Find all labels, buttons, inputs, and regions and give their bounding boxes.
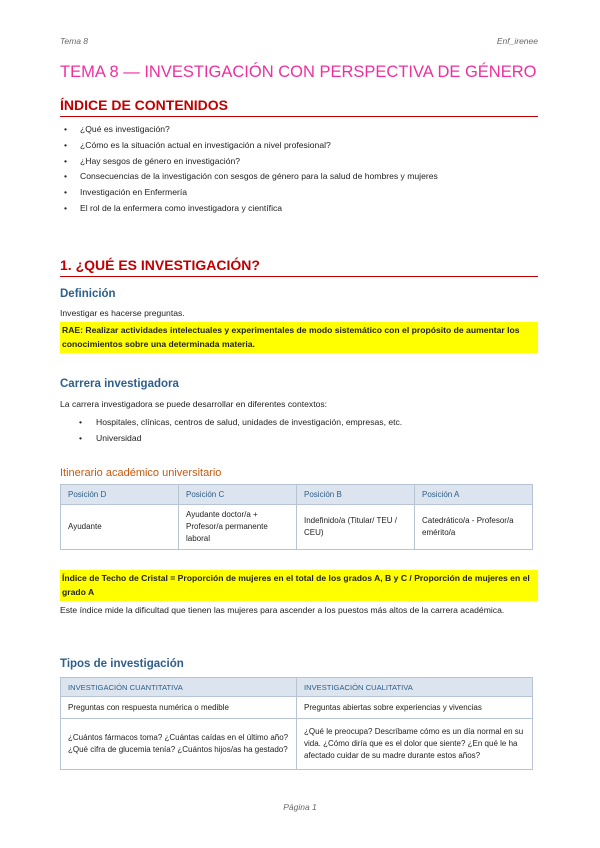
tipos-heading: Tipos de investigación <box>60 658 184 670</box>
table-header-row <box>61 678 533 697</box>
index-list <box>60 122 438 217</box>
page-header-topic: Tema 8 <box>60 36 89 46</box>
column-header: Posición C <box>179 485 297 505</box>
rae-highlight: RAE: Realizar actividades intelectuales y experimentales de modo sistemático con el propósito de aumentar los conocimientos sobre una determinada materia. <box>60 322 538 353</box>
table-cell: Indefinido/a (Titular/ TEU / CEU) <box>297 505 415 550</box>
table-header-row <box>61 485 533 505</box>
definicion-heading: Definición <box>60 288 116 300</box>
page-header-author: Enf_irenee <box>496 36 538 46</box>
column-header: Posición D <box>61 485 179 505</box>
list-item: • Consecuencias de la investigación con sesgos de género para la salud de hombres y mujeres <box>80 169 438 185</box>
list-item: • Universidad <box>96 430 402 446</box>
table-row <box>61 697 533 719</box>
table-cell: Preguntas abiertas sobre experiencias y vivencias <box>297 697 533 719</box>
table-cell: ¿Cuántos fármacos toma? ¿Cuántas caídas en el último año? ¿Qué cifra de glucemia tenía? ¿Cuántos hijos/as ha gestado? <box>61 719 297 770</box>
list-item: • ¿Cómo es la situación actual en investigación a nivel profesional? <box>80 138 438 154</box>
list-item: • El rol de la enfermera como investigadora y científica <box>80 201 438 217</box>
column-header: Posición A <box>415 485 533 505</box>
column-header: Posición B <box>297 485 415 505</box>
list-item: • ¿Hay sesgos de género en investigación? <box>80 154 438 170</box>
definicion-text: Investigar es hacerse preguntas. <box>60 308 185 318</box>
page-number: Página 1 <box>283 802 317 812</box>
list-item: • ¿Qué es investigación? <box>80 122 438 138</box>
tipos-table <box>60 677 533 770</box>
table-row <box>61 719 533 770</box>
techo-cristal-highlight: Índice de Techo de Cristal = Proporción de mujeres en el total de los grados A, B y C / Proporción de mujeres en el grado A <box>60 570 538 601</box>
index-heading: ÍNDICE DE CONTENIDOS <box>60 97 538 117</box>
list-item: • Hospitales, clínicas, centros de salud, unidades de investigación, empresas, etc. <box>96 414 402 430</box>
table-cell: Catedrático/a - Profesor/a emérito/a <box>415 505 533 550</box>
column-header: INVESTIGACIÓN CUALITATIVA <box>297 678 533 697</box>
table-cell: Preguntas con respuesta numérica o medible <box>61 697 297 719</box>
carrera-text: La carrera investigadora se puede desarrollar en diferentes contextos: <box>60 399 328 409</box>
document-title: TEMA 8 — INVESTIGACIÓN CON PERSPECTIVA DE GÉNERO <box>60 63 537 81</box>
table-cell: Ayudante doctor/a + Profesor/a permanente laboral <box>179 505 297 550</box>
table-row <box>61 505 533 550</box>
table-cell: Ayudante <box>61 505 179 550</box>
table-cell: ¿Qué le preocupa? Descríbame cómo es un día normal en su vida. ¿Cómo diría que es el dolor que siente? ¿En qué le ha afectado cuidar de su madre durante estos años? <box>297 719 533 770</box>
itinerario-heading: Itinerario académico universitario <box>60 467 222 479</box>
carrera-list <box>60 414 402 446</box>
column-header: INVESTIGACIÓN CUANTITATIVA <box>61 678 297 697</box>
itinerario-table <box>60 484 533 550</box>
carrera-heading: Carrera investigadora <box>60 378 179 390</box>
section-1-heading: 1. ¿QUÉ ES INVESTIGACIÓN? <box>60 257 538 277</box>
techo-cristal-text: Este índice mide la dificultad que tienen las mujeres para ascender a los puestos más altos de la carrera académica. <box>60 605 505 615</box>
list-item: • Investigación en Enfermería <box>80 185 438 201</box>
